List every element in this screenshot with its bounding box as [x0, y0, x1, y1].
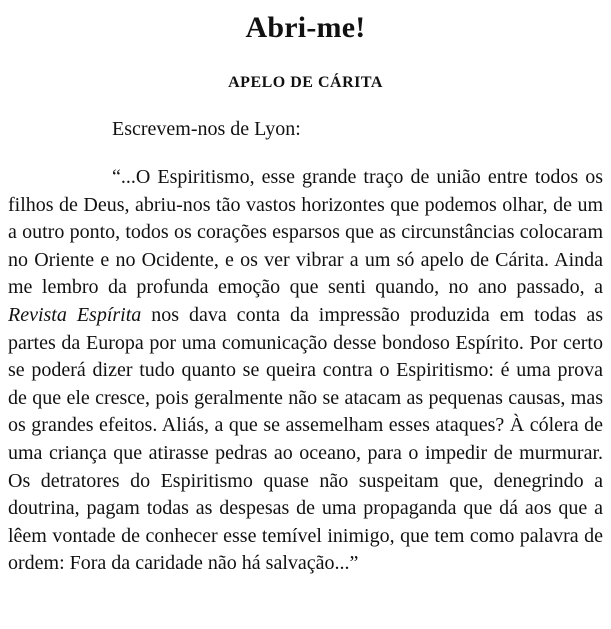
page-title: Abri-me!	[245, 11, 366, 44]
body-paragraph-part2: nos dava conta da impressão produzida em todas as partes da Europa por uma comunicação desse bondoso Espírito. Por certo se poderá dizer tudo quanto se queira contra o Espiritismo: é uma prova de que ele cresce, pois geralmente não se atacam as pequenas causas, mas os grandes efeitos. Aliás, a que se assemelham esses ataques? À cólera de uma criança que atirasse pedras ao oceano, para o impedir de murmurar. Os detratores do Espiritismo quase não suspeitam que, denegrindo a doutrina, pagam todas as despesas de uma propaganda que dá aos que a lêem vontade de conhecer esse temível inimigo, que tem como palavra de ordem: Fora da caridade não há salvação...”	[8, 303, 603, 575]
body-paragraph-part1: “...O Espiritismo, esse grande traço de união entre todos os filhos de Deus, abriu-nos tão vastos horizontes que podemos olhar, de um a outro ponto, todos os corações esparsos que as circunstâncias colocaram no Oriente e no Ocidente, e os ver vibrar a um só apelo de Cárita. Ainda me lembro da profunda emoção que senti quando, no ano passado, a	[8, 166, 603, 299]
body-paragraph	[8, 164, 603, 578]
intro-line: Escrevem-nos de Lyon:	[112, 118, 301, 140]
page-subtitle: APELO DE CÁRITA	[228, 74, 383, 91]
journal-title-italic: Revista Espírita	[8, 303, 142, 326]
